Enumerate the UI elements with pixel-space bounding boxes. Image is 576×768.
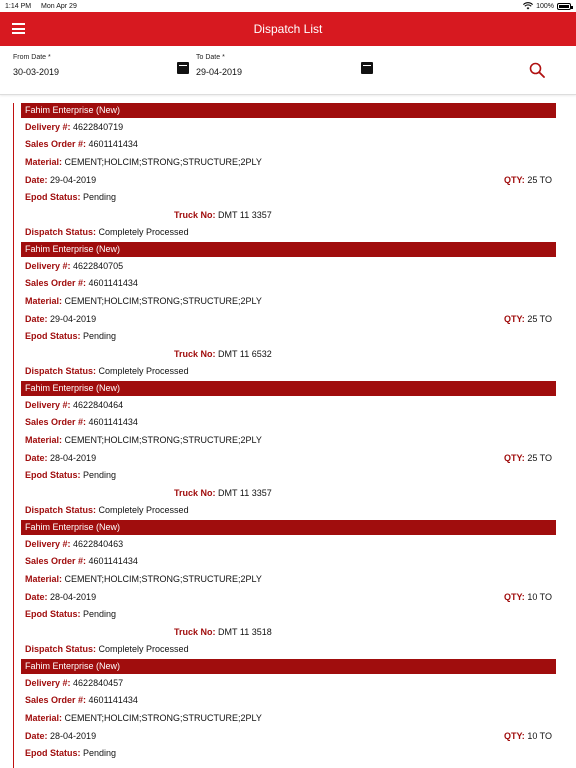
date-value: 29-04-2019 [50,175,97,185]
date-label: Date: [25,453,48,463]
wifi-icon [523,2,533,10]
material-value: CEMENT;HOLCIM;STRONG;STRUCTURE;2PLY [64,713,262,723]
delivery-label: Delivery #: [25,400,71,410]
dispatch-status-label: Dispatch Status: [25,505,97,515]
date-value: 28-04-2019 [50,731,97,741]
material-label: Material: [25,435,63,445]
from-date-value[interactable]: 30-03-2019 [13,67,60,77]
epod-value: Pending [83,470,117,480]
dispatch-truck-row [174,627,272,637]
qty-label: QTY: [503,731,525,741]
dispatch-delivery-row [25,539,123,549]
navbar [0,12,576,46]
dispatch-epod-row [25,331,116,341]
dispatch-dispatch-status-row [25,366,189,376]
truck-label: Truck No: [174,627,216,637]
delivery-value: 4622840464 [73,400,124,410]
qty-label: QTY: [503,314,525,324]
material-label: Material: [25,574,63,584]
dispatch-date-row [25,731,96,741]
status-right [523,2,571,10]
date-value: 28-04-2019 [50,592,97,602]
dispatch-status-value: Completely Processed [98,227,189,237]
qty-value: 25 TO [527,314,552,324]
qty-value: 10 TO [527,731,552,741]
dispatch-delivery-row [25,678,123,688]
epod-value: Pending [83,331,117,341]
date-filter-bar [0,46,576,95]
status-time: 1:14 PM [5,2,32,10]
truck-value: DMT 11 3357 [218,210,272,220]
dispatch-list[interactable] [0,103,576,768]
dispatch-epod-row [25,470,116,480]
qty-value: 25 TO [527,453,552,463]
dispatch-card[interactable] [21,659,556,768]
date-label: Date: [25,175,48,185]
dispatch-status-value: Completely Processed [98,505,189,515]
material-value: CEMENT;HOLCIM;STRONG;STRUCTURE;2PLY [64,435,262,445]
dispatch-material-row [25,574,262,584]
sales-order-label: Sales Order #: [25,278,87,288]
sales-order-value: 4601141434 [88,556,138,566]
date-value: 29-04-2019 [50,314,97,324]
from-date-label: From Date * [13,54,51,61]
dispatch-date-row [25,314,96,324]
sales-order-value: 4601141434 [88,278,138,288]
battery-icon [557,3,571,10]
dispatch-customer-header: Fahim Enterprise (New) [21,659,556,674]
battery-percent: 100% [536,2,554,10]
qty-value: 10 TO [527,592,552,602]
dispatch-status-label: Dispatch Status: [25,227,97,237]
list-left-rule [13,103,14,768]
material-value: CEMENT;HOLCIM;STRONG;STRUCTURE;2PLY [64,296,262,306]
dispatch-qty-row [504,453,552,463]
delivery-label: Delivery #: [25,261,71,271]
dispatch-qty-row [504,731,552,741]
status-date: Mon Apr 29 [41,2,77,10]
truck-label: Truck No: [174,488,216,498]
dispatch-customer-header: Fahim Enterprise (New) [21,103,556,118]
from-date-field[interactable] [13,54,59,77]
truck-label: Truck No: [174,349,216,359]
epod-value: Pending [83,748,117,758]
dispatch-date-row [25,175,96,185]
dispatch-qty-row [504,592,552,602]
qty-value: 25 TO [527,175,552,185]
sales-order-value: 4601141434 [88,417,138,427]
truck-label: Truck No: [174,210,216,220]
dispatch-card[interactable] [21,103,556,242]
dispatch-qty-row [504,175,552,185]
delivery-label: Delivery #: [25,122,71,132]
hamburger-menu-icon[interactable] [12,23,25,34]
dispatch-material-row [25,713,262,723]
dispatch-card[interactable] [21,381,556,520]
dispatch-delivery-row [25,122,123,132]
date-label: Date: [25,314,48,324]
dispatch-epod-row [25,192,116,202]
delivery-value: 4622840705 [73,261,124,271]
dispatch-status-value: Completely Processed [98,366,189,376]
sales-order-value: 4601141434 [88,139,138,149]
epod-label: Epod Status: [25,748,81,758]
epod-label: Epod Status: [25,192,81,202]
dispatch-card[interactable] [21,242,556,381]
epod-label: Epod Status: [25,609,81,619]
sales-order-label: Sales Order #: [25,695,87,705]
date-value: 28-04-2019 [50,453,97,463]
from-calendar-icon[interactable] [177,62,189,74]
to-date-field[interactable] [196,54,242,77]
dispatch-status-label: Dispatch Status: [25,644,97,654]
material-label: Material: [25,713,63,723]
qty-label: QTY: [503,453,525,463]
dispatch-delivery-row [25,261,123,271]
truck-value: DMT 11 6532 [218,349,272,359]
delivery-value: 4622840719 [73,122,124,132]
material-label: Material: [25,157,63,167]
dispatch-sales-order-row [25,278,138,288]
page-title: Dispatch List [253,22,323,36]
dispatch-qty-row [504,314,552,324]
material-label: Material: [25,296,63,306]
dispatch-dispatch-status-row [25,644,189,654]
dispatch-date-row [25,453,96,463]
dispatch-epod-row [25,748,116,758]
qty-label: QTY: [503,592,525,602]
to-date-value[interactable]: 29-04-2019 [196,67,243,77]
dispatch-truck-row [174,488,272,498]
truck-value: DMT 11 3518 [218,627,272,637]
dispatch-truck-row [174,210,272,220]
search-icon[interactable] [529,62,545,78]
qty-label: QTY: [503,175,525,185]
dispatch-date-row [25,592,96,602]
dispatch-material-row [25,157,262,167]
sales-order-label: Sales Order #: [25,417,87,427]
delivery-label: Delivery #: [25,539,71,549]
dispatch-card[interactable] [21,520,556,659]
sales-order-label: Sales Order #: [25,139,87,149]
dispatch-customer-header: Fahim Enterprise (New) [21,242,556,257]
dispatch-sales-order-row [25,556,138,566]
dispatch-status-value: Completely Processed [98,644,189,654]
dispatch-dispatch-status-row [25,505,189,515]
status-left [5,3,85,10]
dispatch-customer-header: Fahim Enterprise (New) [21,381,556,396]
delivery-value: 4622840457 [73,678,124,688]
material-value: CEMENT;HOLCIM;STRONG;STRUCTURE;2PLY [64,157,262,167]
status-bar [0,0,576,12]
sales-order-label: Sales Order #: [25,556,87,566]
dispatch-customer-header: Fahim Enterprise (New) [21,520,556,535]
dispatch-material-row [25,296,262,306]
dispatch-material-row [25,435,262,445]
dispatch-epod-row [25,609,116,619]
dispatch-sales-order-row [25,417,138,427]
epod-label: Epod Status: [25,331,81,341]
epod-label: Epod Status: [25,470,81,480]
dispatch-sales-order-row [25,695,138,705]
delivery-label: Delivery #: [25,678,71,688]
date-label: Date: [25,731,48,741]
to-date-label: To Date * [196,54,225,61]
dispatch-dispatch-status-row [25,227,189,237]
date-label: Date: [25,592,48,602]
truck-value: DMT 11 3357 [218,488,272,498]
material-value: CEMENT;HOLCIM;STRONG;STRUCTURE;2PLY [64,574,262,584]
delivery-value: 4622840463 [73,539,124,549]
epod-value: Pending [83,609,117,619]
sales-order-value: 4601141434 [88,695,138,705]
dispatch-status-label: Dispatch Status: [25,366,97,376]
epod-value: Pending [83,192,117,202]
to-calendar-icon[interactable] [361,62,373,74]
dispatch-sales-order-row [25,139,138,149]
dispatch-delivery-row [25,400,123,410]
dispatch-truck-row [174,349,272,359]
